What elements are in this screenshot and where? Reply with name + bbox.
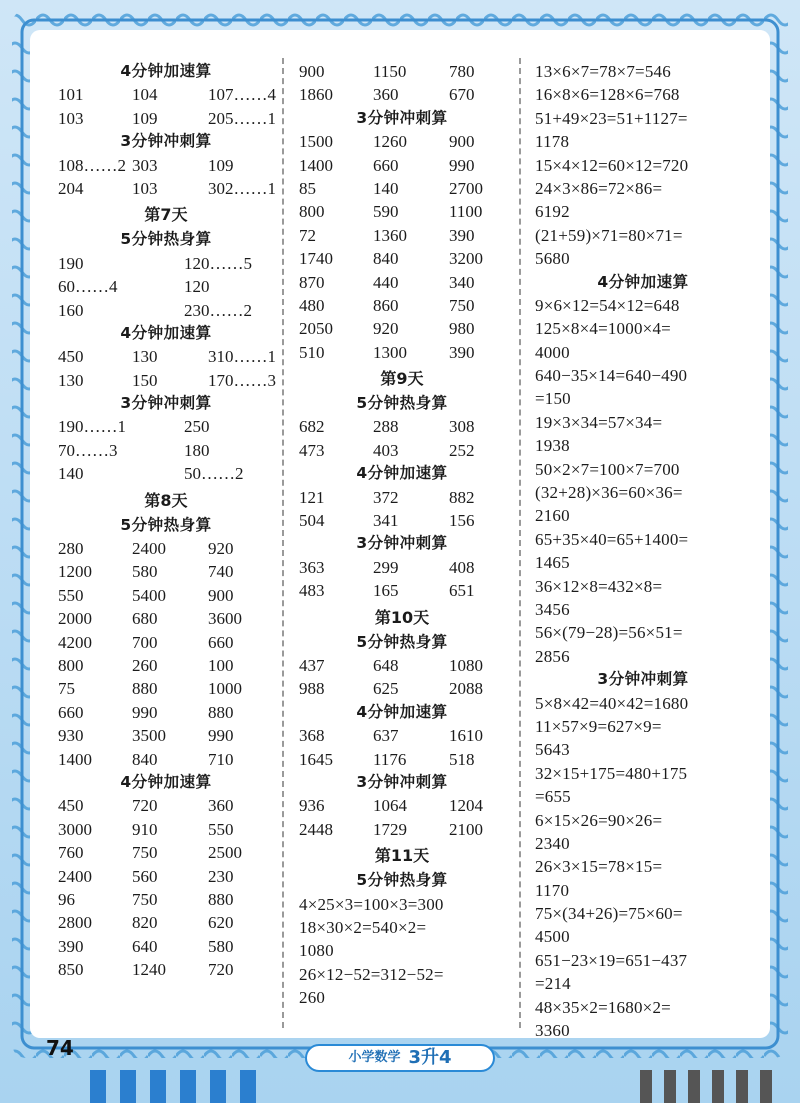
answer-expression: 260 xyxy=(299,988,326,1008)
answer-value: 390 xyxy=(449,225,475,245)
answer-value: 360 xyxy=(208,796,234,816)
section-heading: 4分钟加速算 xyxy=(356,702,448,721)
answer-expression: 9×6×12=54×12=648 xyxy=(535,295,680,315)
answer-row xyxy=(297,509,507,532)
answer-value: 299 xyxy=(373,557,399,577)
answer-expression: 11×57×9=627×9= xyxy=(535,716,662,736)
answer-value: 900 xyxy=(449,132,475,152)
answer-column-1 xyxy=(56,60,276,981)
answer-row xyxy=(56,439,276,462)
answer-value: 660 xyxy=(373,155,399,175)
section-heading: 3分钟冲刺算 xyxy=(356,772,448,791)
answer-value: 250 xyxy=(184,417,210,437)
answer-expression: 5643 xyxy=(535,740,570,760)
answer-value: 72 xyxy=(299,225,316,245)
answer-value: 104 xyxy=(132,85,158,105)
answer-value: 121 xyxy=(299,487,325,507)
answer-expression: 56×(79−28)=56×51= xyxy=(535,623,683,643)
answer-expression: 15×4×12=60×12=720 xyxy=(535,155,689,175)
answer-value: 450 xyxy=(58,796,84,816)
answer-value: 190……1 xyxy=(58,417,126,437)
answer-row xyxy=(297,271,507,294)
answer-value: 651 xyxy=(449,581,475,601)
answer-value: 550 xyxy=(58,585,84,605)
answer-row xyxy=(297,224,507,247)
answer-expression: 13×6×7=78×7=546 xyxy=(535,62,671,81)
answer-row xyxy=(56,275,276,298)
answer-value: 850 xyxy=(58,960,84,980)
answer-column-3 xyxy=(533,60,753,1042)
answer-value: 580 xyxy=(208,936,234,956)
answer-value: 936 xyxy=(299,796,325,816)
answer-value: 900 xyxy=(299,62,325,81)
answer-row xyxy=(56,462,276,485)
section-heading: 4分钟加速算 xyxy=(120,323,212,342)
footer-stripes-left xyxy=(90,1070,260,1103)
answer-value: 880 xyxy=(208,702,234,722)
answer-row xyxy=(56,299,276,322)
answer-value: 403 xyxy=(373,440,399,460)
answer-value: 840 xyxy=(132,749,158,769)
answer-expression: 6192 xyxy=(535,202,570,222)
section-heading: 3分钟冲刺算 xyxy=(356,108,448,127)
answer-value: 308 xyxy=(449,417,475,437)
answer-expression: 2160 xyxy=(535,506,570,526)
answer-value: 60……4 xyxy=(58,277,118,297)
answer-expression: 6×15×26=90×26= xyxy=(535,810,663,830)
answer-value: 2500 xyxy=(208,843,242,863)
answer-row xyxy=(56,794,276,817)
answer-value: 450 xyxy=(58,347,84,367)
section-heading: 5分钟热身算 xyxy=(356,394,448,413)
answer-value: 880 xyxy=(132,679,158,699)
answer-value: 341 xyxy=(373,511,399,531)
answer-value: 109 xyxy=(208,155,234,175)
answer-value: 108……2 xyxy=(58,155,126,175)
answer-value: 510 xyxy=(299,342,325,362)
answer-expression: 19×3×34=57×34= xyxy=(535,412,663,432)
answer-value: 2800 xyxy=(58,913,92,933)
answer-value: 156 xyxy=(449,511,475,531)
answer-expression: 3360 xyxy=(535,1021,570,1041)
answer-row xyxy=(56,748,276,771)
answer-value: 140 xyxy=(58,464,84,484)
answer-value: 780 xyxy=(449,62,475,81)
section-heading: 5分钟热身算 xyxy=(356,871,448,890)
answer-value: 1204 xyxy=(449,796,483,816)
answer-expression: 18×30×2=540×2= xyxy=(299,917,427,937)
answer-value: 550 xyxy=(208,819,234,839)
answer-value: 205……1 xyxy=(208,108,276,128)
answer-value: 390 xyxy=(58,936,84,956)
answer-row xyxy=(56,888,276,911)
answer-value: 580 xyxy=(132,562,158,582)
answer-row xyxy=(297,439,507,462)
answer-value: 1080 xyxy=(449,655,483,675)
answer-expression: 36×12×8=432×8= xyxy=(535,576,663,596)
answer-row xyxy=(56,584,276,607)
answer-row xyxy=(297,486,507,509)
answer-value: 1300 xyxy=(373,342,407,362)
answer-value: 1400 xyxy=(299,155,333,175)
answer-expression: 4×25×3=100×3=300 xyxy=(299,894,444,914)
day-heading: 第9天 xyxy=(380,369,424,389)
answer-value: 820 xyxy=(132,913,158,933)
answer-value: 120 xyxy=(184,277,210,297)
answer-value: 700 xyxy=(132,632,158,652)
answer-row xyxy=(56,631,276,654)
answer-row xyxy=(56,911,276,934)
answer-row xyxy=(56,818,276,841)
footer-badge xyxy=(305,1044,495,1072)
answer-value: 518 xyxy=(449,749,475,769)
answer-value: 560 xyxy=(132,866,158,886)
answer-value: 1240 xyxy=(132,960,166,980)
answer-value: 50……2 xyxy=(184,464,244,484)
answer-value: 2400 xyxy=(58,866,92,886)
answer-expression: =214 xyxy=(535,974,571,994)
answer-value: 680 xyxy=(132,609,158,629)
section-heading: 4分钟加速算 xyxy=(356,464,448,483)
answer-value: 130 xyxy=(132,347,158,367)
answer-value: 3000 xyxy=(58,819,92,839)
answer-row xyxy=(297,130,507,153)
answer-row xyxy=(56,841,276,864)
answer-value: 990 xyxy=(208,726,234,746)
answer-value: 165 xyxy=(373,581,399,601)
column-divider xyxy=(282,58,284,1028)
answer-row xyxy=(56,177,276,200)
answer-value: 800 xyxy=(58,655,84,675)
answer-value: 990 xyxy=(449,155,475,175)
answer-value: 1500 xyxy=(299,132,333,152)
answer-value: 408 xyxy=(449,557,475,577)
answer-value: 96 xyxy=(58,889,75,909)
section-heading: 5分钟热身算 xyxy=(120,230,212,249)
answer-value: 302……1 xyxy=(208,178,276,198)
answer-value: 504 xyxy=(299,511,325,531)
day-heading: 第10天 xyxy=(374,607,430,627)
answer-value: 440 xyxy=(373,272,399,292)
answer-value: 4200 xyxy=(58,632,92,652)
answer-value: 620 xyxy=(208,913,234,933)
answer-value: 920 xyxy=(208,539,234,559)
answer-row xyxy=(56,677,276,700)
answer-value: 682 xyxy=(299,417,325,437)
answer-row xyxy=(297,294,507,317)
answer-value: 1064 xyxy=(373,796,407,816)
answer-row xyxy=(56,107,276,130)
answer-row xyxy=(297,556,507,579)
answer-value: 1150 xyxy=(373,62,407,81)
answer-value: 3500 xyxy=(132,726,166,746)
answer-row xyxy=(297,748,507,771)
answer-value: 648 xyxy=(373,655,399,675)
section-heading: 5分钟热身算 xyxy=(120,515,212,534)
answer-value: 303 xyxy=(132,155,158,175)
answer-expression: 3456 xyxy=(535,599,570,619)
answer-value: 2000 xyxy=(58,609,92,629)
answer-row xyxy=(56,560,276,583)
answer-value: 670 xyxy=(449,85,475,105)
footer-grade: 3升4 xyxy=(408,1047,452,1068)
answer-row xyxy=(297,317,507,340)
answer-expression: =150 xyxy=(535,389,571,409)
answer-value: 2400 xyxy=(132,539,166,559)
answer-value: 2700 xyxy=(449,178,483,198)
answer-value: 880 xyxy=(208,889,234,909)
answer-value: 368 xyxy=(299,726,325,746)
answer-expression: 26×3×15=78×15= xyxy=(535,857,663,877)
answer-row xyxy=(297,200,507,223)
answer-row xyxy=(297,818,507,841)
answer-value: 1100 xyxy=(449,202,483,222)
section-heading: 4分钟加速算 xyxy=(120,62,212,80)
answer-row xyxy=(297,83,507,106)
answer-value: 109 xyxy=(132,108,158,128)
answer-value: 310……1 xyxy=(208,347,276,367)
answer-value: 340 xyxy=(449,272,475,292)
answer-value: 437 xyxy=(299,655,325,675)
answer-row xyxy=(56,154,276,177)
answer-value: 204 xyxy=(58,178,84,198)
answer-expression: 48×35×2=1680×2= xyxy=(535,997,671,1017)
answer-value: 230……2 xyxy=(184,300,252,320)
answer-value: 100 xyxy=(208,655,234,675)
answer-row xyxy=(56,83,276,106)
answer-value: 840 xyxy=(373,249,399,269)
answer-expression: 1178 xyxy=(535,132,570,152)
answer-expression: 640−35×14=640−490 xyxy=(535,366,688,386)
section-heading: 3分钟冲刺算 xyxy=(120,394,212,413)
answer-value: 103 xyxy=(58,108,84,128)
answer-row xyxy=(297,677,507,700)
answer-value: 900 xyxy=(208,585,234,605)
section-heading: 5分钟热身算 xyxy=(356,632,448,651)
answer-value: 120……5 xyxy=(184,253,252,273)
answer-value: 363 xyxy=(299,557,325,577)
answer-value: 1260 xyxy=(373,132,407,152)
answer-value: 85 xyxy=(299,178,316,198)
answer-row xyxy=(56,345,276,368)
answer-row xyxy=(297,654,507,677)
answer-value: 103 xyxy=(132,178,158,198)
answer-value: 3600 xyxy=(208,609,242,629)
footer-subject: 小学数学 xyxy=(348,1050,401,1065)
answer-value: 230 xyxy=(208,866,234,886)
answer-expression: 2340 xyxy=(535,833,570,853)
answer-expression: 24×3×86=72×86= xyxy=(535,178,663,198)
answer-expression: 32×15+175=480+175 xyxy=(535,763,688,783)
answer-row xyxy=(56,701,276,724)
answer-expression: 75×(34+26)=75×60= xyxy=(535,904,683,924)
answer-value: 625 xyxy=(373,679,399,699)
answer-value: 860 xyxy=(373,295,399,315)
answer-expression: 65+35×40=65+1400= xyxy=(535,529,689,549)
answer-row xyxy=(297,794,507,817)
answer-row xyxy=(56,252,276,275)
answer-value: 5400 xyxy=(132,585,166,605)
answer-row xyxy=(297,341,507,364)
answer-value: 720 xyxy=(132,796,158,816)
answer-row xyxy=(56,865,276,888)
answer-expression: 651−23×19=651−437 xyxy=(535,950,688,970)
answer-value: 1740 xyxy=(299,249,333,269)
answer-row xyxy=(297,415,507,438)
answer-value: 750 xyxy=(132,843,158,863)
answer-expression: 4000 xyxy=(535,342,570,362)
column-divider xyxy=(519,58,521,1028)
answer-value: 252 xyxy=(449,440,475,460)
answer-value: 390 xyxy=(449,342,475,362)
day-heading: 第7天 xyxy=(144,205,188,225)
answer-value: 160 xyxy=(58,300,84,320)
answer-value: 990 xyxy=(132,702,158,722)
answer-row xyxy=(297,724,507,747)
answer-row xyxy=(297,579,507,602)
answer-expression: 16×8×6=128×6=768 xyxy=(535,85,680,105)
section-heading: 4分钟加速算 xyxy=(120,772,212,791)
answer-value: 1645 xyxy=(299,749,333,769)
answer-value: 760 xyxy=(58,843,84,863)
answer-value: 130 xyxy=(58,370,84,390)
answer-value: 2100 xyxy=(449,819,483,839)
answer-expression: 5680 xyxy=(535,249,570,269)
answer-row xyxy=(297,177,507,200)
answer-value: 1176 xyxy=(373,749,407,769)
answer-value: 2088 xyxy=(449,679,483,699)
answer-value: 750 xyxy=(449,295,475,315)
day-heading: 第8天 xyxy=(144,490,188,510)
answer-value: 360 xyxy=(373,85,399,105)
answer-value: 800 xyxy=(299,202,325,222)
answer-expression: 125×8×4=1000×4= xyxy=(535,319,671,339)
footer-stripes-right xyxy=(640,1070,780,1103)
answer-row xyxy=(56,537,276,560)
page-number: 74 xyxy=(46,1036,74,1060)
answer-expression: 1170 xyxy=(535,880,570,900)
answer-expression: 1465 xyxy=(535,553,570,573)
day-heading: 第11天 xyxy=(374,846,430,866)
answer-expression: 4500 xyxy=(535,927,570,947)
answer-value: 1610 xyxy=(449,726,483,746)
answer-value: 140 xyxy=(373,178,399,198)
answer-expression: 5×8×42=40×42=1680 xyxy=(535,693,689,713)
answer-value: 988 xyxy=(299,679,325,699)
answer-row xyxy=(56,369,276,392)
answer-row xyxy=(297,60,507,83)
answer-value: 740 xyxy=(208,562,234,582)
answer-value: 720 xyxy=(208,960,234,980)
answer-value: 101 xyxy=(58,85,84,105)
answer-value: 170……3 xyxy=(208,370,276,390)
answer-value: 660 xyxy=(58,702,84,722)
answer-value: 3200 xyxy=(449,249,483,269)
answer-value: 930 xyxy=(58,726,84,746)
answer-value: 750 xyxy=(132,889,158,909)
section-heading: 3分钟冲刺算 xyxy=(597,670,689,689)
answer-value: 1729 xyxy=(373,819,407,839)
answer-value: 1400 xyxy=(58,749,92,769)
answer-value: 480 xyxy=(299,295,325,315)
answer-row xyxy=(297,247,507,270)
answer-expression: =655 xyxy=(535,787,571,807)
answer-expression: 50×2×7=100×7=700 xyxy=(535,459,680,479)
answer-expression: 2856 xyxy=(535,646,570,666)
answer-expression: 51+49×23=51+1127= xyxy=(535,108,688,128)
answer-expression: 1080 xyxy=(299,941,334,961)
answer-value: 2050 xyxy=(299,319,333,339)
answer-value: 483 xyxy=(299,581,325,601)
answer-value: 1860 xyxy=(299,85,333,105)
answer-value: 660 xyxy=(208,632,234,652)
answer-value: 1000 xyxy=(208,679,242,699)
answer-value: 280 xyxy=(58,539,84,559)
answer-value: 260 xyxy=(132,655,158,675)
answer-expression: 1938 xyxy=(535,436,570,456)
answer-expression: (21+59)×71=80×71= xyxy=(535,225,683,245)
answer-value: 150 xyxy=(132,370,158,390)
section-heading: 3分钟冲刺算 xyxy=(120,132,212,151)
answer-column-2 xyxy=(297,60,507,1009)
answer-row xyxy=(297,154,507,177)
answer-value: 75 xyxy=(58,679,75,699)
answer-expression: 26×12−52=312−52= xyxy=(299,964,444,984)
answer-row xyxy=(56,654,276,677)
answer-value: 920 xyxy=(373,319,399,339)
answer-value: 882 xyxy=(449,487,475,507)
answer-value: 590 xyxy=(373,202,399,222)
answer-value: 473 xyxy=(299,440,325,460)
answer-value: 980 xyxy=(449,319,475,339)
answer-value: 1200 xyxy=(58,562,92,582)
answer-value: 288 xyxy=(373,417,399,437)
answer-value: 640 xyxy=(132,936,158,956)
answer-value: 910 xyxy=(132,819,158,839)
answer-row xyxy=(56,415,276,438)
answer-value: 180 xyxy=(184,440,210,460)
answer-value: 372 xyxy=(373,487,399,507)
answer-expression: (32+28)×36=60×36= xyxy=(535,483,683,503)
answer-row xyxy=(56,935,276,958)
answer-row xyxy=(56,724,276,747)
answer-value: 70……3 xyxy=(58,440,118,460)
section-heading: 4分钟加速算 xyxy=(597,272,689,291)
answer-value: 870 xyxy=(299,272,325,292)
answer-value: 710 xyxy=(208,749,234,769)
answer-value: 1360 xyxy=(373,225,407,245)
answer-row xyxy=(56,958,276,981)
answer-value: 190 xyxy=(58,253,84,273)
section-heading: 3分钟冲刺算 xyxy=(356,534,448,553)
answer-row xyxy=(56,607,276,630)
answer-value: 637 xyxy=(373,726,399,746)
answer-value: 2448 xyxy=(299,819,333,839)
answer-value: 107……4 xyxy=(208,85,276,105)
